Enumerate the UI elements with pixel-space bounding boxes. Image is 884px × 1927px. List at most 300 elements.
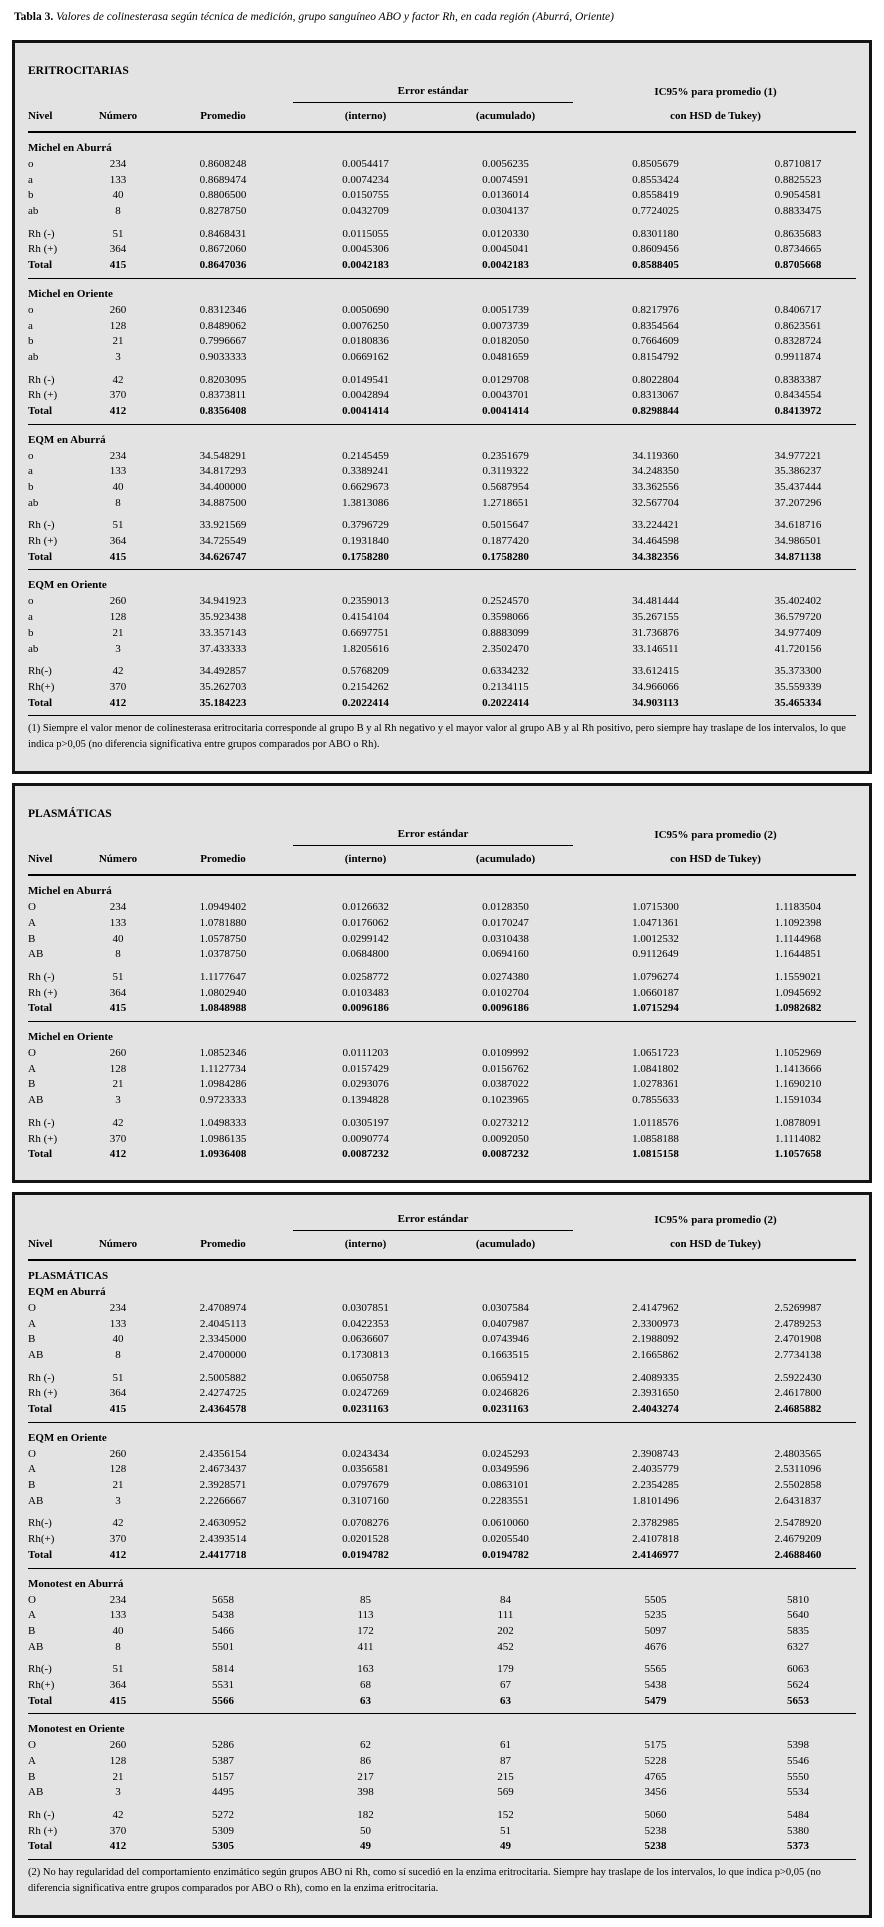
row-spacer <box>28 219 856 226</box>
ic95-header: IC95% para promedio (1) <box>654 86 777 98</box>
cell-value: 1.0578750 <box>199 932 247 945</box>
cell-value: 0.0109992 <box>482 1047 529 1060</box>
cell-nivel: AB <box>28 1786 44 1799</box>
cell-value: 1.0802940 <box>199 986 247 999</box>
cell-value: 569 <box>497 1786 514 1799</box>
cell-value: 1.8205616 <box>342 642 389 655</box>
cell-value: 2.4630952 <box>199 1517 247 1530</box>
cell-nivel: O <box>28 1593 36 1606</box>
data-row-rh <box>28 969 856 985</box>
data-row-abo <box>28 187 856 203</box>
cell-value: 412 <box>109 1148 127 1161</box>
cell-value: 1.1144968 <box>774 932 822 945</box>
cell-value: 0.8203095 <box>199 373 247 386</box>
cell-value: 51 <box>500 1824 511 1837</box>
cell-value: 0.0610060 <box>482 1517 529 1530</box>
cell-value: 0.9911874 <box>774 350 822 363</box>
data-row-abo <box>28 1737 856 1753</box>
cell-value: 0.8623561 <box>774 319 822 332</box>
cell-nivel: B <box>28 1624 36 1637</box>
cell-value: 0.5015647 <box>482 519 529 532</box>
data-row-abo <box>28 1300 856 1316</box>
cell-value: 5398 <box>787 1739 809 1752</box>
column-header-promedio: Promedio <box>200 853 246 866</box>
cell-nivel: Rh(+) <box>28 1533 55 1546</box>
cell-value: 0.5768209 <box>342 665 389 678</box>
cell-value: 0.7664609 <box>632 335 679 348</box>
cell-nivel: Total <box>28 696 53 709</box>
cell-value: 0.0231163 <box>482 1403 529 1415</box>
cell-value: 1.1413666 <box>774 1062 822 1075</box>
cell-nivel: a <box>28 319 33 332</box>
cell-value: 0.8608248 <box>199 158 247 170</box>
cell-value: 5479 <box>644 1694 667 1707</box>
cell-value: 182 <box>357 1809 374 1822</box>
table-box-1 <box>12 40 872 774</box>
cell-value: 411 <box>357 1640 374 1653</box>
cell-value: 2.5922430 <box>774 1371 822 1384</box>
cell-value: 35.262703 <box>199 680 247 693</box>
cell-value: 51 <box>112 227 124 240</box>
cell-value: 0.8635683 <box>774 227 822 240</box>
cell-value: 215 <box>497 1770 514 1783</box>
data-row-abo <box>28 915 856 931</box>
cell-value: 0.8553424 <box>632 173 679 186</box>
group-rule <box>28 424 856 425</box>
cell-value: 0.1931840 <box>342 535 389 548</box>
total-row <box>28 549 856 565</box>
cell-value: 1.1092398 <box>774 916 822 929</box>
data-row-abo <box>28 156 856 172</box>
group-label: Monotest en Aburrá <box>28 1577 124 1590</box>
cell-nivel: Rh(-) <box>28 1663 52 1676</box>
cell-value: 42 <box>112 1116 124 1129</box>
data-row-abo <box>28 609 856 625</box>
total-row <box>28 1693 856 1709</box>
data-row-abo <box>28 1639 856 1655</box>
cell-value: 0.0743946 <box>482 1333 529 1346</box>
cell-value: 412 <box>109 404 127 417</box>
cell-value: 33.224421 <box>632 519 679 532</box>
cell-value: 6063 <box>787 1663 809 1676</box>
tables-container <box>0 40 884 1918</box>
cell-value: 0.0056235 <box>482 158 529 170</box>
cell-value: 5157 <box>212 1770 234 1783</box>
cell-value: 2.4274725 <box>199 1387 247 1400</box>
cell-value: 5534 <box>787 1786 809 1799</box>
cell-value: 0.1877420 <box>482 535 529 548</box>
cell-value: 2.2354285 <box>632 1479 679 1492</box>
cell-nivel: Rh(-) <box>28 1517 52 1530</box>
cell-value: 0.2283551 <box>482 1494 529 1507</box>
cell-nivel: A <box>28 1463 36 1476</box>
cell-value: 0.0090774 <box>342 1132 389 1145</box>
cell-value: 0.0073739 <box>482 319 529 332</box>
cell-value: 0.0258772 <box>342 971 389 983</box>
cell-nivel: Rh (-) <box>28 1371 55 1384</box>
cell-value: 0.0074234 <box>342 173 389 186</box>
cell-value: 0.0103483 <box>342 986 389 999</box>
cell-value: 128 <box>109 319 127 332</box>
cell-value: 61 <box>500 1739 511 1752</box>
cell-value: 0.8883099 <box>482 626 529 639</box>
cell-value: 2.4617800 <box>774 1387 822 1400</box>
cell-value: 152 <box>497 1809 514 1822</box>
cell-nivel: AB <box>28 1640 44 1653</box>
cell-value: 35.402402 <box>774 595 822 608</box>
cell-value: 0.0150755 <box>342 189 389 202</box>
column-header-acumulado: (acumulado) <box>475 110 536 122</box>
data-row-abo <box>28 1045 856 1061</box>
cell-value: 0.0087232 <box>342 1148 389 1161</box>
section-label: ERITROCITARIAS <box>28 65 129 77</box>
cell-value: 2.7734138 <box>774 1348 822 1361</box>
cell-value: 2.1988092 <box>632 1333 679 1346</box>
cell-value: 34.986501 <box>774 535 822 548</box>
cell-value: 67 <box>500 1678 511 1691</box>
cell-value: 5060 <box>644 1809 667 1822</box>
cell-value: 2.3928571 <box>199 1479 247 1492</box>
data-row-abo <box>28 318 856 334</box>
cell-value: 40 <box>112 932 124 945</box>
cell-value: 415 <box>109 259 127 272</box>
cell-value: 1.0936408 <box>199 1148 247 1161</box>
cell-value: 2.5478920 <box>774 1517 822 1530</box>
cell-value: 0.1023965 <box>482 1094 529 1107</box>
cell-nivel: A <box>28 1062 36 1075</box>
cell-value: 0.8313067 <box>632 389 679 402</box>
cell-value: 41.720156 <box>774 642 822 655</box>
cell-value: 2.4803565 <box>774 1447 822 1460</box>
cell-value: 0.8154792 <box>632 350 679 363</box>
cell-value: 5438 <box>212 1609 234 1622</box>
cell-value: 1.8101496 <box>632 1494 679 1507</box>
data-row-abo <box>28 203 856 219</box>
cell-value: 0.0136014 <box>482 189 529 202</box>
cell-value: 0.6629673 <box>342 481 389 493</box>
data-row-abo <box>28 1607 856 1623</box>
cell-value: 370 <box>109 680 127 693</box>
cell-nivel: o <box>28 449 34 462</box>
cell-value: 111 <box>497 1609 514 1622</box>
cell-value: 68 <box>360 1678 371 1691</box>
cell-value: 35.373300 <box>774 665 822 678</box>
section-label: PLASMÁTICAS <box>28 808 112 821</box>
cell-value: 0.2359013 <box>342 595 389 608</box>
cell-value: 217 <box>357 1770 374 1783</box>
cell-value: 0.0407987 <box>482 1317 529 1330</box>
cell-value: 0.8710817 <box>774 158 822 170</box>
cell-value: 0.0669162 <box>342 350 389 363</box>
cell-value: 364 <box>109 243 127 256</box>
cell-value: 63 <box>360 1694 371 1707</box>
cell-value: 3 <box>115 1494 121 1507</box>
cell-value: 0.2134115 <box>482 680 529 693</box>
cell-value: 5810 <box>787 1593 809 1606</box>
cell-value: 260 <box>109 1739 127 1752</box>
cell-value: 172 <box>357 1624 374 1637</box>
cell-value: 1.0796274 <box>632 971 679 983</box>
cell-value: 364 <box>109 535 127 548</box>
cell-value: 5373 <box>787 1840 809 1853</box>
group-rule <box>28 1713 856 1714</box>
cell-value: 5272 <box>212 1809 234 1822</box>
cell-value: 3 <box>115 1786 121 1799</box>
column-header-row <box>28 1236 856 1252</box>
cell-value: 35.386237 <box>774 465 822 478</box>
cell-value: 2.5502858 <box>774 1479 822 1492</box>
cell-value: 0.2524570 <box>482 595 529 608</box>
column-group-header-row <box>28 826 856 846</box>
table-caption-number: Tabla 3. <box>14 11 54 23</box>
cell-nivel: ab <box>28 642 39 655</box>
cell-value: 133 <box>109 916 127 929</box>
cell-value: 5380 <box>787 1824 809 1837</box>
data-row-rh <box>28 1131 856 1147</box>
cell-value: 34.548291 <box>199 449 247 462</box>
cell-value: 5387 <box>212 1755 234 1767</box>
cell-value: 5640 <box>787 1609 809 1622</box>
cell-nivel: Rh(+) <box>28 680 55 693</box>
data-row-abo <box>28 1316 856 1332</box>
row-spacer <box>28 656 856 663</box>
cell-value: 0.2351679 <box>482 449 529 462</box>
cell-value: 5653 <box>787 1694 809 1707</box>
cell-value: 0.0076250 <box>342 319 389 332</box>
cell-value: 33.362556 <box>632 481 679 493</box>
cell-value: 5835 <box>787 1624 809 1637</box>
cell-value: 260 <box>109 1047 127 1060</box>
cell-value: 1.0986135 <box>199 1132 247 1145</box>
cell-nivel: B <box>28 1078 36 1091</box>
cell-value: 2.3908743 <box>632 1447 679 1460</box>
data-row-abo <box>28 1061 856 1077</box>
column-header-numero: Número <box>98 110 138 122</box>
cell-value: 0.9054581 <box>774 189 822 202</box>
data-row-rh <box>28 1115 856 1131</box>
cell-value: 0.8278750 <box>199 205 247 218</box>
data-row-abo <box>28 593 856 609</box>
header-rule <box>28 874 856 876</box>
cell-value: 0.8434554 <box>774 389 822 402</box>
cell-value: 34.464598 <box>632 535 679 548</box>
cell-value: 0.8022804 <box>632 373 679 386</box>
cell-value: 0.1730813 <box>342 1348 389 1361</box>
cell-value: 34.400000 <box>199 481 247 493</box>
cell-value: 2.4107818 <box>632 1533 679 1546</box>
group-rule <box>28 569 856 570</box>
cell-nivel: Total <box>28 550 53 563</box>
cell-value: 0.0041414 <box>482 404 529 417</box>
cell-value: 370 <box>109 1132 127 1145</box>
cell-value: 234 <box>109 901 127 914</box>
cell-value: 1.0858188 <box>632 1132 679 1145</box>
column-header-nivel: Nivel <box>28 110 53 122</box>
column-header-acumulado: (acumulado) <box>475 1237 536 1250</box>
data-row-abo <box>28 931 856 947</box>
cell-value: 1.0815158 <box>632 1148 679 1161</box>
cell-value: 0.0042183 <box>482 259 529 272</box>
cell-value: 2.4045113 <box>199 1317 247 1330</box>
cell-value: 35.923438 <box>199 611 247 624</box>
cell-value: 128 <box>109 611 127 624</box>
cell-value: 0.0307584 <box>482 1301 529 1314</box>
cell-value: 1.1177647 <box>199 971 247 983</box>
cell-value: 21 <box>112 335 124 348</box>
cell-value: 2.4701908 <box>774 1333 822 1346</box>
data-row-abo <box>28 333 856 349</box>
cell-value: 0.1394828 <box>342 1094 389 1107</box>
data-row-abo <box>28 463 856 479</box>
cell-value: 5309 <box>212 1824 234 1837</box>
cell-nivel: o <box>28 303 34 316</box>
cell-value: 0.0694160 <box>482 948 529 961</box>
cell-value: 1.0945692 <box>774 986 822 999</box>
data-row-abo <box>28 172 856 188</box>
data-row-abo <box>28 1076 856 1092</box>
cell-value: 1.0848988 <box>199 1002 247 1015</box>
data-row-rh <box>28 663 856 679</box>
cell-nivel: O <box>28 901 36 914</box>
cell-value: 3 <box>115 1094 121 1107</box>
row-spacer <box>28 1800 856 1807</box>
cell-nivel: a <box>28 173 33 186</box>
cell-value: 0.0356581 <box>342 1463 389 1476</box>
data-row-rh <box>28 372 856 388</box>
cell-value: 2.4035779 <box>632 1463 679 1476</box>
row-spacer <box>28 1508 856 1515</box>
cell-nivel: Rh (+) <box>28 1824 58 1837</box>
cell-value: 1.3813086 <box>342 496 389 509</box>
error-estandar-header: Error estándar <box>293 826 573 846</box>
cell-value: 1.0118576 <box>632 1116 679 1129</box>
cell-value: 0.0650758 <box>342 1371 389 1384</box>
cell-value: 2.4708974 <box>199 1301 247 1314</box>
cell-value: 0.9723333 <box>199 1094 247 1107</box>
cell-value: 87 <box>500 1755 511 1767</box>
cell-value: 364 <box>109 1678 127 1691</box>
cell-value: 260 <box>109 595 127 608</box>
cell-value: 51 <box>112 519 124 532</box>
cell-value: 0.0246826 <box>482 1387 529 1400</box>
cell-value: 21 <box>112 1078 124 1091</box>
cell-value: 1.0278361 <box>632 1078 679 1091</box>
header-rule <box>28 1259 856 1261</box>
cell-value: 1.0852346 <box>199 1047 247 1060</box>
cell-value: 0.3119322 <box>482 465 529 478</box>
data-row-abo <box>28 1493 856 1509</box>
cell-nivel: Total <box>28 259 53 272</box>
cell-value: 4765 <box>644 1770 667 1783</box>
cell-nivel: A <box>28 1609 36 1622</box>
cell-value: 0.0149541 <box>342 373 389 386</box>
cell-value: 1.1057658 <box>774 1148 822 1161</box>
group-label: Michel en Aburrá <box>28 885 112 898</box>
cell-value: 21 <box>112 1479 124 1492</box>
cell-value: 0.8558419 <box>632 189 679 202</box>
cell-value: 40 <box>112 1333 124 1346</box>
data-row-abo <box>28 1753 856 1769</box>
column-header-row <box>28 108 856 124</box>
group-rule <box>28 278 856 279</box>
cell-value: 0.0129708 <box>482 373 529 386</box>
cell-nivel: Rh (+) <box>28 535 58 548</box>
cell-value: 370 <box>109 1824 127 1837</box>
cell-value: 35.437444 <box>774 481 822 493</box>
cell-value: 0.0120330 <box>482 227 529 240</box>
cell-value: 0.0201528 <box>342 1533 389 1546</box>
data-row-rh <box>28 1661 856 1677</box>
table-box-3 <box>12 1192 872 1918</box>
cell-value: 34.966066 <box>632 680 679 693</box>
cell-nivel: Total <box>28 1840 53 1853</box>
data-row-abo <box>28 1092 856 1108</box>
cell-value: 1.0498333 <box>199 1116 247 1129</box>
cell-value: 34.903113 <box>632 696 679 709</box>
cell-value: 85 <box>360 1593 371 1606</box>
cell-value: 2.4700000 <box>199 1348 247 1361</box>
cell-value: 1.1690210 <box>774 1078 822 1091</box>
cell-nivel: Rh(-) <box>28 665 52 678</box>
cell-value: 0.0087232 <box>482 1148 529 1161</box>
cell-value: 1.0651723 <box>632 1047 679 1060</box>
cell-value: 1.1183504 <box>774 901 822 914</box>
cell-nivel: ab <box>28 496 39 509</box>
group-rule <box>28 715 856 716</box>
column-header-row <box>28 851 856 867</box>
data-row-rh <box>28 226 856 242</box>
cell-value: 0.8806500 <box>199 189 247 202</box>
group-rule <box>28 1021 856 1022</box>
cell-value: 2.4393514 <box>199 1533 247 1546</box>
group-rule <box>28 1568 856 1569</box>
cell-value: 0.9033333 <box>199 350 247 363</box>
cell-value: 5238 <box>644 1824 667 1837</box>
cell-value: 51 <box>112 1663 124 1676</box>
cell-value: 21 <box>112 626 124 639</box>
group-label: Michel en Oriente <box>28 287 113 300</box>
cell-value: 40 <box>112 481 124 493</box>
cell-value: 0.0243434 <box>342 1447 389 1460</box>
cell-nivel: b <box>28 481 34 493</box>
cell-value: 34.382356 <box>632 550 679 563</box>
cell-value: 412 <box>109 1840 127 1853</box>
cell-value: 33.146511 <box>632 642 679 655</box>
column-header-nivel: Nivel <box>28 853 53 866</box>
cell-value: 2.3931650 <box>632 1387 679 1400</box>
cell-nivel: Total <box>28 1148 53 1161</box>
cell-value: 0.0157429 <box>342 1062 389 1075</box>
cell-value: 0.8672060 <box>199 243 247 256</box>
column-header-promedio: Promedio <box>200 110 246 122</box>
data-row-rh <box>28 1385 856 1401</box>
cell-value: 1.1559021 <box>774 971 822 983</box>
cell-value: 0.0310438 <box>482 932 529 945</box>
cell-value: 0.0432709 <box>342 205 389 218</box>
footnote: (1) Siempre el valor menor de colinesterasa eritrocitaria corresponde al grupo B y al Rh negativo y el mayor valor al grupo AB y al Rh positivo, pero siempre hay traslape de los intervalos, lo que indica p>0,05 (no diferencia significativa entre grupos comparados por ABO o Rh). <box>28 723 846 751</box>
cell-value: 6327 <box>787 1640 809 1653</box>
cell-value: 40 <box>112 1624 124 1637</box>
data-row-abo <box>28 1461 856 1477</box>
cell-value: 0.1758280 <box>342 550 389 563</box>
cell-value: 1.1591034 <box>774 1094 822 1107</box>
cell-value: 0.0050690 <box>342 303 389 316</box>
cell-value: 2.3345000 <box>199 1333 247 1346</box>
data-row-abo <box>28 641 856 657</box>
cell-value: 0.0273212 <box>482 1116 529 1129</box>
cell-value: 0.9112649 <box>632 948 679 961</box>
cell-value: 3 <box>115 642 121 655</box>
